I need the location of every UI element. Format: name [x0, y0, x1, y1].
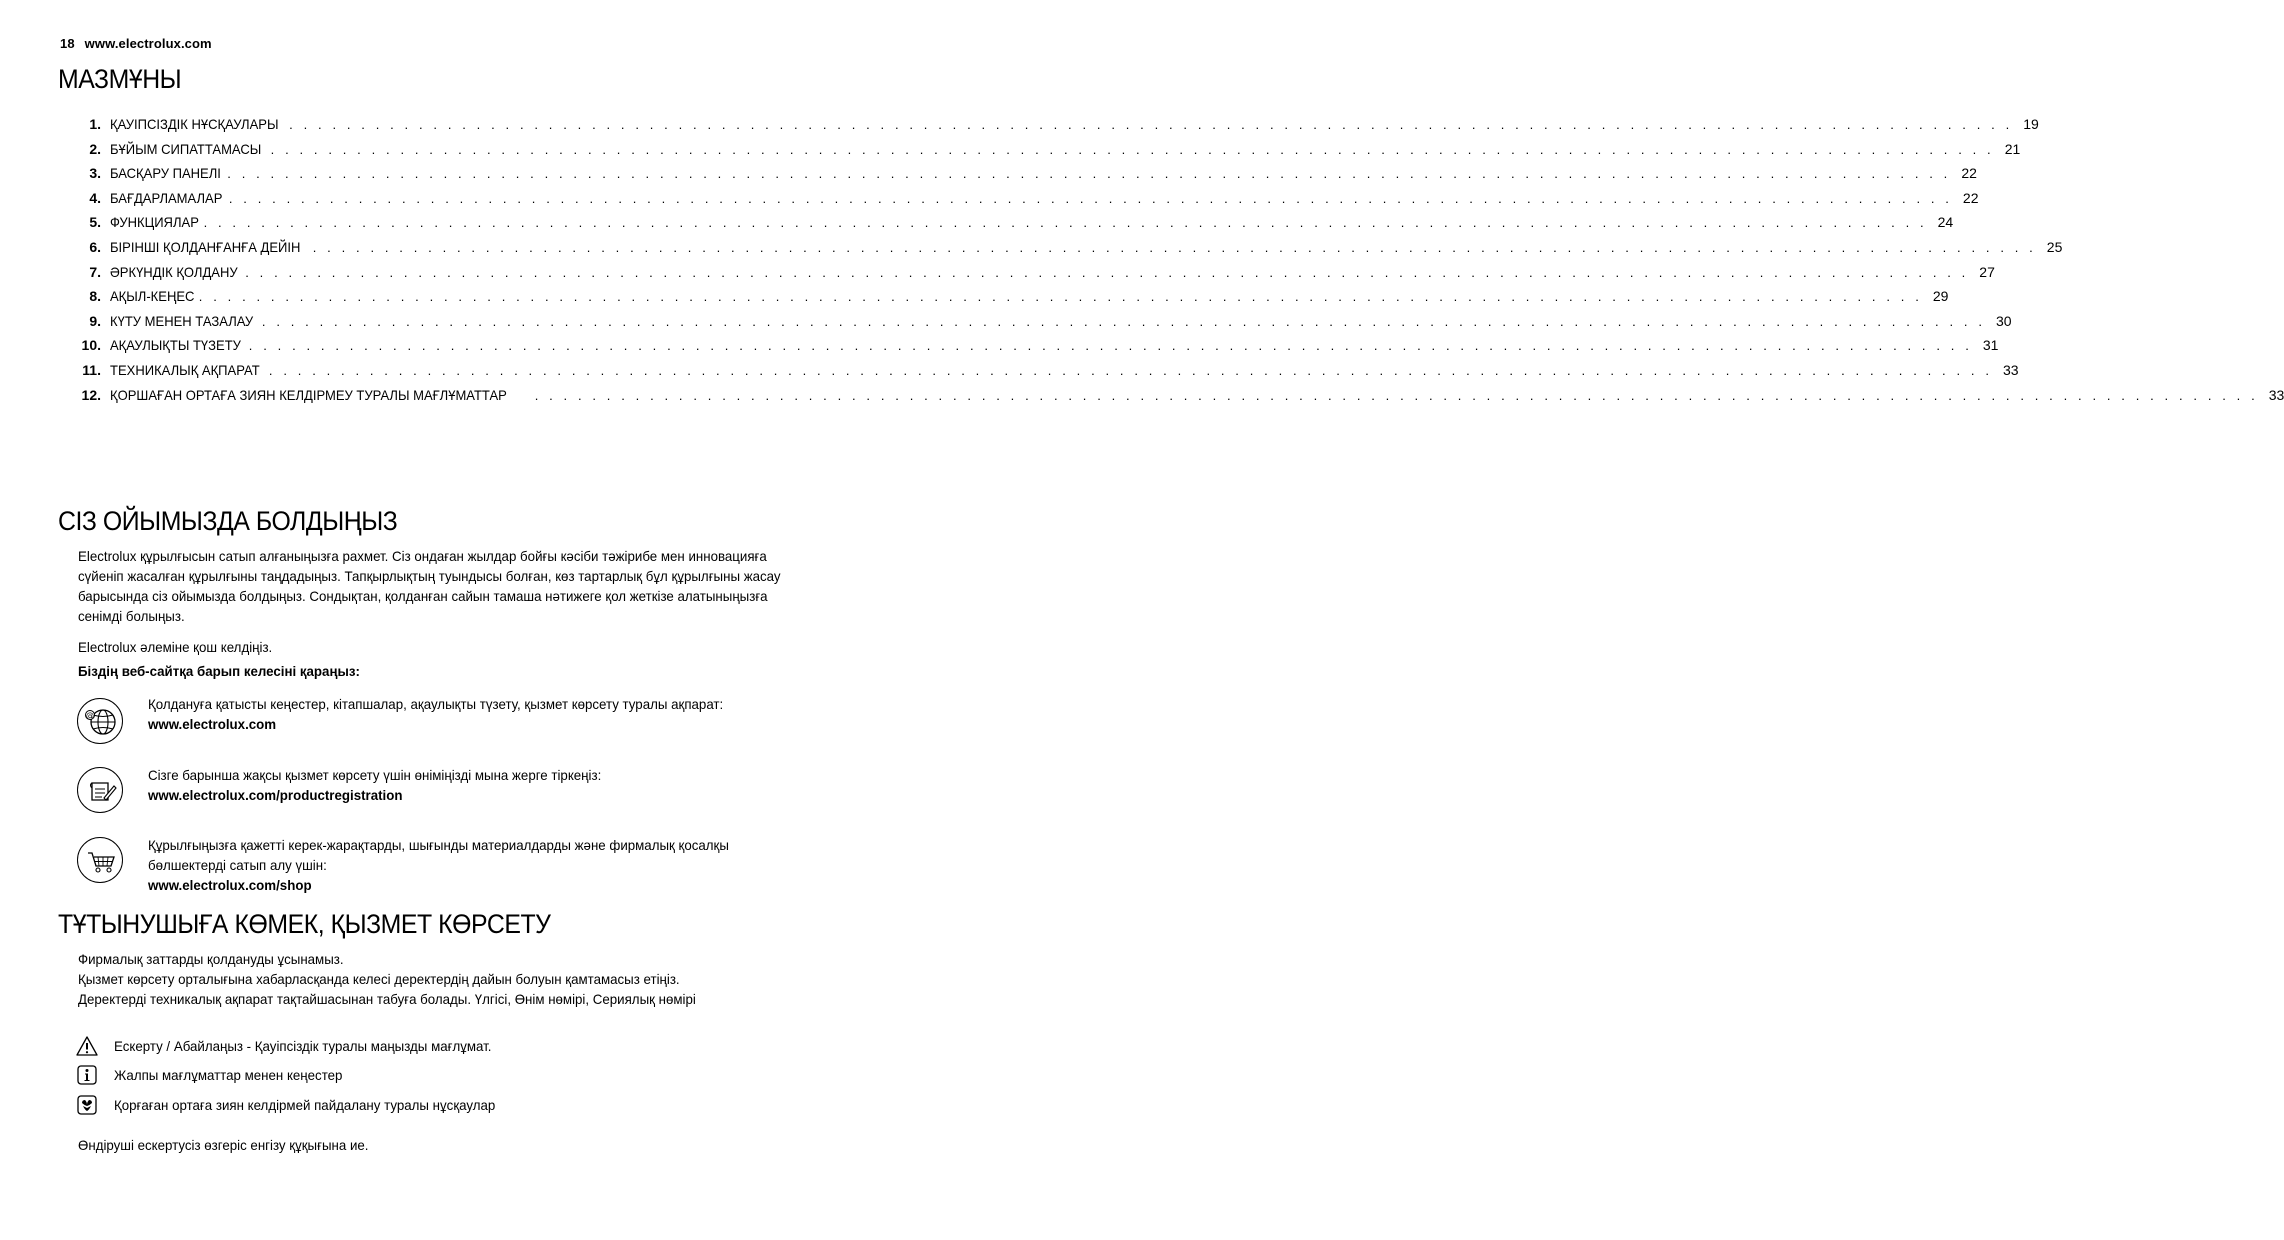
- intro-title: СІЗ ОЙЫМЫЗДА БОЛДЫҢЫЗ: [58, 506, 398, 536]
- toc-leader-dots: . . . . . . . . . . . . . . . . . . . . . . . . . . . . . . . . . . . . . . . . . . . . . . . . . . . . . . . . . . . . . . . . . . . . . . . . . . . . . . . . . . . . . . . . . . . . . . . . . . . . . . . . . . . . . . . . . . . . . . . .: [312, 239, 2037, 255]
- toc-item-number: 6.: [89, 238, 101, 255]
- toc-leader-dots: . . . . . . . . . . . . . . . . . . . . . . . . . . . . . . . . . . . . . . . . . . . . . . . . . . . . . . . . . . . . . . . . . . . . . . . . . . . . . . . . . . . . . . . . . . . . . . . . . . . . . . . . . . . . . . . . . . . . . . . .: [289, 117, 2013, 132]
- welcome-text: Electrolux әлеміне қош келдіңіз.: [78, 639, 273, 655]
- legend-warning-text: Ескерту / Абайлаңыз - Қауіпсіздік туралы маңызды мағлұмат.: [114, 1038, 492, 1054]
- toc-item-number: 1.: [89, 116, 101, 132]
- toc-item-number: 5.: [89, 214, 101, 231]
- toc-item[interactable]: [78, 386, 2284, 412]
- toc-item-title: ӘРКҮНДІК ҚОЛДАНУ: [110, 263, 238, 280]
- toc-item-page: 21: [2004, 140, 2021, 157]
- toc-item[interactable]: [78, 312, 2012, 338]
- table-of-contents: [78, 116, 2284, 411]
- link-block-support: [148, 694, 794, 734]
- toc-leader-dots: . . . . . . . . . . . . . . . . . . . . . . . . . . . . . . . . . . . . . . . . . . . . . . . . . . . . . . . . . . . . . . . . . . . . . . . . . . . . . . . . . . . . . . . . . . . . . . . . . . . . . . . . . . . . . . . . . . . . . . . .: [198, 289, 1923, 305]
- toc-item-number: 7.: [89, 263, 101, 280]
- shopping-cart-icon: [77, 837, 123, 883]
- toc-item-page: 33: [2268, 386, 2284, 403]
- toc-item[interactable]: [78, 288, 1949, 313]
- manufacturer-notice: Өндіруші ескертусіз өзгеріс енгізу құқығына ие.: [78, 1137, 369, 1153]
- toc-item-page: 29: [1932, 288, 1949, 305]
- toc-item[interactable]: [78, 263, 1995, 289]
- toc-leader-dots: . . . . . . . . . . . . . . . . . . . . . . . . . . . . . . . . . . . . . . . . . . . . . . . . . . . . . . . . . . . . . . . . . . . . . . . . . . . . . . . . . . . . . . . . . . . . . . . . . . . . . . . . . . . . . . . . . . . . . . . .: [245, 264, 1969, 280]
- toc-item-page: 30: [1995, 312, 2012, 329]
- toc-leader-dots: . . . . . . . . . . . . . . . . . . . . . . . . . . . . . . . . . . . . . . . . . . . . . . . . . . . . . . . . . . . . . . . . . . . . . . . . . . . . . . . . . . . . . . . . . . . . . . . . . . . . . . . . . . . . . . . . . . . . . . . .: [248, 338, 1973, 354]
- toc-leader-dots: . . . . . . . . . . . . . . . . . . . . . . . . . . . . . . . . . . . . . . . . . . . . . . . . . . . . . . . . . . . . . . . . . . . . . . . . . . . . . . . . . . . . . . . . . . . . . . . . . . . . . . . . . . . . . . . . . . . . . . . .: [228, 190, 1953, 206]
- toc-item-page: 22: [1961, 165, 1977, 182]
- shop-link[interactable]: www.electrolux.com/shop: [148, 877, 312, 893]
- toc-item[interactable]: [78, 361, 2019, 387]
- toc-item-number: 2.: [89, 140, 101, 157]
- toc-leader-dots: . . . . . . . . . . . . . . . . . . . . . . . . . . . . . . . . . . . . . . . . . . . . . . . . . . . . . . . . . . . . . . . . . . . . . . . . . . . . . . . . . . . . . . . . . . . . . . . . . . . . . . . . . . . . . . . . . . . . . . . .: [534, 387, 2259, 403]
- toc-item-number: 11.: [82, 361, 101, 378]
- service-title: ТҰТЫНУШЫҒА КӨМЕК, ҚЫЗМЕТ КӨРСЕТУ: [58, 909, 551, 939]
- toc-item-title: ТЕХНИКАЛЫҚ АҚПАРАТ: [110, 361, 260, 378]
- legend-info-text: Жалпы мағлұматтар менен кеңестер: [114, 1067, 343, 1083]
- toc-item-title: БІРІНШІ ҚОЛДАНҒАНҒА ДЕЙІН: [110, 238, 301, 255]
- legend-environment: [76, 1094, 515, 1116]
- toc-item-number: 4.: [89, 189, 101, 206]
- legend-info: [76, 1064, 354, 1086]
- toc-item-page: 31: [1982, 337, 1999, 354]
- toc-leader-dots: . . . . . . . . . . . . . . . . . . . . . . . . . . . . . . . . . . . . . . . . . . . . . . . . . . . . . . . . . . . . . . . . . . . . . . . . . . . . . . . . . . . . . . . . . . . . . . . . . . . . . . . . . . . . . . . . . . . . . . . .: [268, 362, 1993, 378]
- toc-item[interactable]: [78, 165, 1977, 190]
- registration-link[interactable]: www.electrolux.com/productregistration: [148, 787, 403, 803]
- info-icon: [76, 1064, 98, 1086]
- toc-item-number: 8.: [89, 288, 101, 305]
- link-block-registration: [148, 765, 794, 805]
- toc-item-page: 24: [1937, 214, 1954, 231]
- visit-text: Біздің веб-сайтқа барып келесіні қараңыз:: [78, 663, 360, 679]
- toc-item[interactable]: [78, 116, 2039, 141]
- toc-leader-dots: . . . . . . . . . . . . . . . . . . . . . . . . . . . . . . . . . . . . . . . . . . . . . . . . . . . . . . . . . . . . . . . . . . . . . . . . . . . . . . . . . . . . . . . . . . . . . . . . . . . . . . . . . . . . . . . . . . . . . . . .: [270, 141, 1995, 157]
- toc-title: МАЗМҰНЫ: [58, 64, 182, 94]
- toc-item-title: ҚАУІПСІЗДІК НҰСҚАУЛАРЫ: [110, 116, 279, 132]
- toc-item[interactable]: [78, 238, 2063, 264]
- toc-item-title: КҮТУ МЕНЕН ТАЗАЛАУ: [110, 312, 254, 329]
- support-link[interactable]: www.electrolux.com: [148, 716, 277, 732]
- link-description: Құрылғыңызға қажетті керек-жарақтарды, шығынды материалдарды және фирмалық қосалқы бөлшектерді сатып алу үшін:: [148, 837, 729, 873]
- environment-leaf-icon: [76, 1094, 98, 1116]
- toc-item[interactable]: [78, 140, 2021, 166]
- warning-triangle-icon: [76, 1035, 98, 1057]
- page-number: 18: [60, 36, 75, 51]
- toc-item-number: 9.: [89, 312, 101, 329]
- toc-item-title: БАҒДАРЛАМАЛАР: [110, 189, 223, 206]
- toc-item-page: 25: [2046, 238, 2063, 255]
- toc-item-title: АҚАУЛЫҚТЫ ТҮЗЕТУ: [110, 337, 241, 354]
- toc-leader-dots: . . . . . . . . . . . . . . . . . . . . . . . . . . . . . . . . . . . . . . . . . . . . . . . . . . . . . . . . . . . . . . . . . . . . . . . . . . . . . . . . . . . . . . . . . . . . . . . . . . . . . . . . . . . . . . . . . . . . . . . .: [261, 313, 1986, 329]
- toc-item[interactable]: [78, 337, 1999, 362]
- web-globe-icon: [77, 698, 123, 744]
- link-description: Қолдануға қатысты кеңестер, кітапшалар, ақаулықты түзету, қызмет көрсету туралы ақпарат:: [148, 696, 724, 712]
- toc-item[interactable]: [78, 214, 1954, 239]
- toc-item-number: 10.: [81, 337, 101, 354]
- svg-text:@: @: [86, 711, 94, 720]
- toc-item-title: БҰЙЫМ СИПАТТАМАСЫ: [110, 140, 262, 157]
- toc-item[interactable]: [78, 189, 1979, 215]
- legend-environment-text: Қорғаған ортаға зиян келдірмей пайдалану туралы нұсқаулар: [114, 1097, 496, 1113]
- toc-item-page: 19: [2023, 116, 2039, 132]
- toc-item-page: 27: [1979, 263, 1995, 280]
- service-line-2: Қызмет көрсету орталығына хабарласқанда келесі деректердің дайын болуын қамтамасыз етіңіз.: [78, 971, 680, 987]
- legend-warning: [76, 1035, 511, 1057]
- toc-item-number: 3.: [89, 165, 101, 182]
- toc-item-title: БАСҚАРУ ПАНЕЛІ: [110, 165, 221, 182]
- service-line-1: Фирмалық заттарды қолдануды ұсынамыз.: [78, 951, 344, 967]
- toc-item-number: 12.: [81, 386, 101, 403]
- link-block-shop: [148, 835, 794, 895]
- toc-item-title: ФУНКЦИЯЛАР: [110, 214, 199, 231]
- toc-item-title: АҚЫЛ-КЕҢЕС: [110, 288, 195, 305]
- toc-item-page: 33: [2002, 361, 2019, 378]
- toc-item-title: ҚОРШАҒАН ОРТАҒА ЗИЯН КЕЛДІРМЕУ ТУРАЛЫ МАҒЛҰМАТТАР: [110, 386, 507, 403]
- toc-item-page: 22: [1962, 189, 1979, 206]
- link-description: Сізге барынша жақсы қызмет көрсету үшін өніміңізді мына жерге тіркеңіз:: [148, 767, 602, 783]
- toc-leader-dots: . . . . . . . . . . . . . . . . . . . . . . . . . . . . . . . . . . . . . . . . . . . . . . . . . . . . . . . . . . . . . . . . . . . . . . . . . . . . . . . . . . . . . . . . . . . . . . . . . . . . . . . . . . . . . . . . . . . . . . . .: [203, 215, 1928, 231]
- page-header: [60, 36, 212, 51]
- website-url[interactable]: www.electrolux.com: [84, 36, 212, 51]
- toc-leader-dots: . . . . . . . . . . . . . . . . . . . . . . . . . . . . . . . . . . . . . . . . . . . . . . . . . . . . . . . . . . . . . . . . . . . . . . . . . . . . . . . . . . . . . . . . . . . . . . . . . . . . . . . . . . . . . . . . . . . . . . . .: [227, 166, 1951, 182]
- intro-paragraph: Electrolux құрылғысын сатып алғаныңызға рахмет. Сіз ондаған жылдар бойғы кәсіби тәжірибе мен инновацияға сүйеніп жасалған құрылғыны таңдадыңыз. Тапқырлықтың туындысы болған, көз тартарлық бұл құрылғыны жасау барысында сіз ойымызда болдыңыз. Сондықтан, қолданған сайын тамаша нәтижеге қол жеткізе алатыныңызға сенімді болыңыз.: [78, 548, 781, 624]
- service-line-3: Деректерді техникалық ақпарат тақтайшасынан табуға болады. Үлгісі, Өнім нөмірі, Сериялық нөмірі: [78, 991, 696, 1007]
- registration-notepad-icon: [77, 767, 123, 813]
